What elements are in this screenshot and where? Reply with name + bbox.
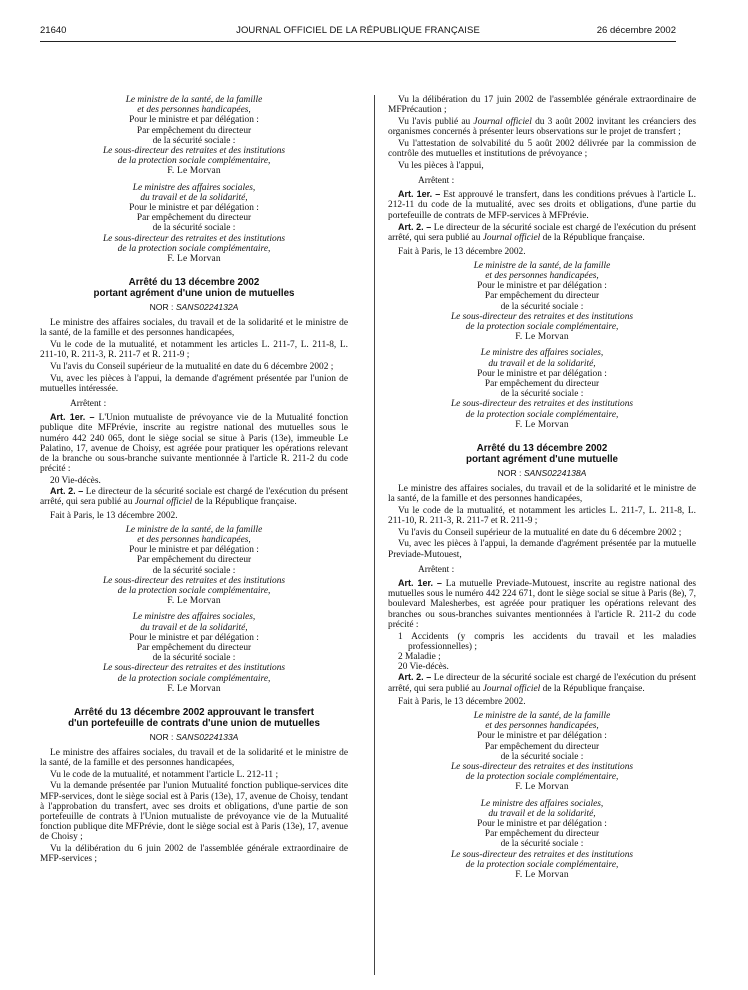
signature-block-affaires [388, 799, 696, 881]
decree-title-line: Arrêté du 13 décembre 2002 [476, 443, 608, 455]
fait-a-paris: Fait à Paris, le 13 décembre 2002. [398, 246, 526, 257]
article-text: Est approuvé le transfert, dans les conditions prévues à l'article L. 212-11 du code de la mutualité, avec ses droits et obligations, d'une partie du portefeuille de contrats de MFP-services à MFPrévie. [388, 190, 697, 221]
article-2 [388, 672, 696, 693]
signature-empechement: Par empêchement du directeur [136, 555, 252, 566]
nor-reference [40, 302, 348, 312]
signatory-name: F. Le Morvan [515, 332, 569, 343]
signature-sousdirecteur: Le sous-directeur des retraites et des institutions [102, 146, 286, 157]
decree-title-line: Arrêté du 13 décembre 2002 approuvant le transfert [73, 706, 315, 718]
signature-minister-line: du travail et de la solidarité, [140, 622, 248, 633]
article-label: Art. 1er. – [398, 578, 442, 589]
paragraph-text: Vu l'avis publié au [398, 116, 471, 127]
signature-empechement: de la sécurité sociale : [152, 223, 236, 234]
nor-code: SANS0224132A [175, 301, 239, 312]
signature-minister-line: Le ministre de la santé, de la famille [125, 524, 263, 535]
signature-minister-line: Le ministre de la santé, de la famille [473, 710, 611, 721]
decree-title-line: Arrêté du 13 décembre 2002 [128, 277, 260, 289]
signature-empechement: de la sécurité sociale : [500, 389, 584, 400]
fait-a-paris: Fait à Paris, le 13 décembre 2002. [50, 510, 178, 521]
signature-minister-line: Le ministre des affaires sociales, [132, 612, 256, 623]
journal-officiel-ref: Journal officiel [482, 683, 541, 694]
paragraph-text: du 3 août 2002 invitant les créanciers des organismes concernés à présenter leurs observations sur le projet de transfert ; [388, 116, 697, 138]
nor-label: NOR : [149, 731, 174, 742]
nor-reference [388, 468, 696, 478]
signature-block-sante [388, 261, 696, 343]
fait-a-paris: Fait à Paris, le 13 décembre 2002. [398, 696, 526, 707]
signature-minister-line: Le ministre des affaires sociales, [480, 798, 604, 809]
signature-minister-line: du travail et de la solidarité, [488, 808, 596, 819]
signatory-name: F. Le Morvan [167, 596, 221, 607]
signature-empechement: Par empêchement du directeur [484, 291, 600, 302]
header-rule [40, 41, 676, 42]
paragraph: Vu le code de la mutualité, et notamment l'article L. 212-11 ; [50, 769, 279, 780]
signature-sousdirecteur: Le sous-directeur des retraites et des institutions [450, 311, 634, 322]
paragraph: Vu le code de la mutualité, et notamment les articles L. 211-7, L. 211-8, L. 211-10, R. 211-3, R. 211-7 et R. 211-9 ; [40, 339, 348, 361]
decree-2-continued [388, 95, 696, 430]
signature-sousdirecteur: Le sous-directeur des retraites et des institutions [450, 399, 634, 410]
left-column [40, 95, 348, 866]
paragraph: Vu la demande présentée par l'union Mutualité fonction publique-services dite MFP-services, dont le siège social est à Paris (13e), 17, avenue de Choisy, tendant à l'approbation du transfert, avec ses droits et obligations, d'une partie de son portefeuille de contrats à l'Union mutualiste de prévoyance vie de la Mutualité fonction publique dite MFPrévie, dont le siège social est à Paris (13e), 17, avenue de Choisy ; [40, 781, 348, 843]
signature-empechement: Par empêchement du directeur [484, 829, 600, 840]
paragraph: Le ministre des affaires sociales, du travail et de la solidarité et le ministre de la santé, de la famille et des personnes handicapées, [40, 318, 348, 339]
signature-minister-line: et des personnes handicapées, [485, 271, 599, 282]
paragraph: Vu, avec les pièces à l'appui, la demande d'agrément présentée par la mutuelle Previade-Mutouest, [388, 539, 696, 560]
decree-1 [40, 278, 348, 694]
signature-block-affaires [40, 183, 348, 265]
signature-empechement: Par empêchement du directeur [136, 213, 252, 224]
signature-minister-line: Le ministre des affaires sociales, [480, 348, 604, 359]
decree-title-line: portant agrément d'une union de mutuelles [93, 288, 295, 300]
nor-label: NOR : [497, 467, 522, 478]
signatory-name: F. Le Morvan [167, 254, 221, 265]
article-2 [388, 222, 696, 243]
article-label: Art. 2. – [50, 486, 84, 497]
list-item: 20 Vie-décès. [398, 662, 449, 673]
signature-delegation: Pour le ministre et par délégation : [477, 281, 607, 292]
decree-title [40, 278, 348, 300]
signature-empechement: de la sécurité sociale : [500, 301, 584, 312]
signature-minister-line: et des personnes handicapées, [485, 721, 599, 732]
paragraph: Vu le code de la mutualité, et notamment les articles L. 211-7, L. 211-8, L. 211-10, R. 211-3, R. 211-7 et R. 211-9 ; [388, 505, 696, 526]
article-text: Le directeur de la sécurité sociale est chargé de l'exécution du présent arrêté, qui sera publié au [388, 673, 697, 694]
signature-block-sante [388, 711, 696, 793]
list-item: 1 Accidents (y compris les accidents du travail et les maladies professionnelles) ; [398, 631, 696, 652]
paragraph: Le ministre des affaires sociales, du travail et de la solidarité et le ministre de la santé, de la famille et des personnes handicapées, [40, 747, 348, 768]
paragraph: Vu la délibération du 17 juin 2002 de l'assemblée générale extraordinaire de MFPrécaution ; [388, 95, 696, 116]
article-text: de la République française. [542, 683, 645, 694]
column-divider [374, 95, 375, 975]
decree-title [388, 444, 696, 466]
signature-delegation: Pour le ministre et par délégation : [477, 368, 607, 379]
signature-sousdirecteur: de la protection sociale complémentaire, [117, 673, 271, 684]
article-label: Art. 1er. – [398, 189, 441, 200]
article-2 [40, 486, 348, 507]
signature-minister-line: du travail et de la solidarité, [488, 358, 596, 369]
signature-empechement: de la sécurité sociale : [152, 565, 236, 576]
article-label: Art. 1er. – [50, 412, 95, 423]
list-item: 2 Maladie ; [398, 651, 441, 662]
article-text: Le directeur de la sécurité sociale est chargé de l'exécution du présent arrêté, qui sera publié au [388, 223, 697, 244]
article-label: Art. 2. – [398, 672, 432, 683]
signature-sousdirecteur: Le sous-directeur des retraites et des institutions [450, 849, 634, 860]
decree-title-line: portant agrément d'une mutuelle [465, 453, 619, 465]
article-1 [388, 189, 696, 221]
signature-minister-line: Le ministre de la santé, de la famille [473, 260, 611, 271]
signatory-name: F. Le Morvan [167, 166, 221, 177]
signature-empechement: de la sécurité sociale : [152, 135, 236, 146]
running-header [40, 26, 676, 40]
signature-minister-line: et des personnes handicapées, [137, 534, 251, 545]
decree-title [40, 708, 348, 730]
paragraph: Vu, avec les pièces à l'appui, la demande d'agrément présentée par l'union de mutuelles intéressée. [40, 373, 348, 394]
article-text: La mutuelle Previade-Mutouest, inscrite au registre national des mutuelles sous le numéro 442 224 671, dont le siège social se situe à Paris (8e), 7, boulevard Malesherbes, est agréée pour pratiquer les opérations relevant des branches ou sous-branches suivantes mentionnées à l'article R. 211-2 du code précité : [388, 579, 697, 630]
page-number: 21640 [40, 25, 67, 36]
nor-code: SANS0224138A [523, 467, 587, 478]
signature-sousdirecteur: de la protection sociale complémentaire, [117, 243, 271, 254]
article-text: Le directeur de la sécurité sociale est chargé de l'exécution du présent arrêté, qui sera publié au [40, 487, 349, 508]
paragraph: Le ministre des affaires sociales, du travail et de la solidarité et le ministre de la santé, de la famille et des personnes handicapées, [388, 483, 696, 505]
signature-sousdirecteur: de la protection sociale complémentaire, [465, 772, 619, 783]
signature-sousdirecteur: de la protection sociale complémentaire, [117, 585, 271, 596]
signature-delegation: Pour le ministre et par délégation : [477, 818, 607, 829]
list-item: 20 Vie-décès. [50, 475, 101, 486]
signature-delegation: Pour le ministre et par délégation : [129, 632, 259, 643]
signature-minister-line: et des personnes handicapées, [137, 105, 251, 116]
signature-minister-line: du travail et de la solidarité, [140, 192, 248, 203]
signature-minister-line: Le ministre des affaires sociales, [132, 182, 256, 193]
signature-sousdirecteur: Le sous-directeur des retraites et des institutions [450, 761, 634, 772]
article-text: L'Union mutualiste de prévoyance vie de la Mutualité fonction publique dite MFPrévie, inscrite au registre national des mutuelles sous le numéro 442 240 065, dont le siège social se situe à Paris (13e), immeuble Le Palatino, 17, avenue de Choisy, est agréée pour pratiquer les opérations relevant de la branche ou sous-branche suivante mentionnée à l'article R. 211-2 du code précité : [40, 413, 349, 475]
signature-block-sante [40, 525, 348, 607]
nor-reference [40, 732, 348, 742]
signature-empechement: Par empêchement du directeur [136, 642, 252, 653]
paragraph: Vu l'avis du Conseil supérieur de la mutualité en date du 6 décembre 2002 ; [50, 361, 334, 372]
signature-block-affaires [388, 348, 696, 430]
article-1 [388, 578, 696, 630]
signature-empechement: Par empêchement du directeur [484, 741, 600, 752]
article-label: Art. 2. – [398, 222, 432, 233]
signature-empechement: de la sécurité sociale : [152, 653, 236, 664]
signature-empechement: Par empêchement du directeur [136, 125, 252, 136]
signature-sousdirecteur: Le sous-directeur des retraites et des institutions [102, 663, 286, 674]
arretent-heading: Arrêtent : [418, 564, 455, 575]
paragraph: Vu l'attestation de solvabilité du 5 août 2002 délivrée par la commission de contrôle des mutuelles et institutions de prévoyance ; [388, 138, 696, 160]
signature-block-sante [40, 95, 348, 177]
signatory-name: F. Le Morvan [167, 683, 221, 694]
right-column [388, 95, 696, 886]
issue-date: 26 décembre 2002 [596, 25, 676, 36]
signature-sousdirecteur: de la protection sociale complémentaire, [117, 156, 271, 167]
signatory-name: F. Le Morvan [515, 419, 569, 430]
signature-block-affaires [40, 612, 348, 694]
signatory-name: F. Le Morvan [515, 782, 569, 793]
arretent-heading: Arrêtent : [418, 175, 455, 186]
decree-2 [40, 708, 348, 865]
signature-delegation: Pour le ministre et par délégation : [129, 545, 259, 556]
journal-officiel-ref: Journal officiel [134, 497, 193, 508]
signatory-name: F. Le Morvan [515, 870, 569, 880]
decree-3 [388, 444, 696, 880]
signature-delegation: Pour le ministre et par délégation : [129, 203, 259, 214]
article-text: de la République française. [194, 497, 297, 508]
signature-minister-line: Le ministre de la santé, de la famille [125, 95, 263, 105]
paragraph: Vu la délibération du 6 juin 2002 de l'assemblée générale extraordinaire de MFP-services ; [40, 844, 348, 865]
signature-delegation: Pour le ministre et par délégation : [129, 115, 259, 126]
article-text: de la République française. [542, 233, 645, 244]
arretent-heading: Arrêtent : [70, 398, 107, 409]
journal-title: JOURNAL OFFICIEL DE LA RÉPUBLIQUE FRANÇAISE [236, 25, 480, 36]
article-1 [40, 412, 348, 474]
paragraph: Vu les pièces à l'appui, [398, 160, 484, 171]
signature-sousdirecteur: de la protection sociale complémentaire, [465, 859, 619, 870]
signature-delegation: Pour le ministre et par délégation : [477, 731, 607, 742]
signature-sousdirecteur: Le sous-directeur des retraites et des institutions [102, 233, 286, 244]
signature-empechement: de la sécurité sociale : [500, 751, 584, 762]
signature-sousdirecteur: de la protection sociale complémentaire, [465, 409, 619, 420]
signature-sousdirecteur: Le sous-directeur des retraites et des institutions [102, 575, 286, 586]
nor-code: SANS0224133A [175, 731, 239, 742]
signature-empechement: Par empêchement du directeur [484, 379, 600, 390]
signature-sousdirecteur: de la protection sociale complémentaire, [465, 322, 619, 333]
signature-empechement: de la sécurité sociale : [500, 839, 584, 850]
nor-label: NOR : [149, 301, 174, 312]
paragraph: Vu l'avis du Conseil supérieur de la mutualité en date du 6 décembre 2002 ; [398, 527, 682, 538]
paragraph [388, 117, 696, 137]
journal-officiel-ref: Journal officiel [473, 116, 532, 127]
decree-title-line: d'un portefeuille de contrats d'une union de mutuelles [68, 717, 320, 729]
journal-officiel-ref: Journal officiel [482, 233, 541, 244]
